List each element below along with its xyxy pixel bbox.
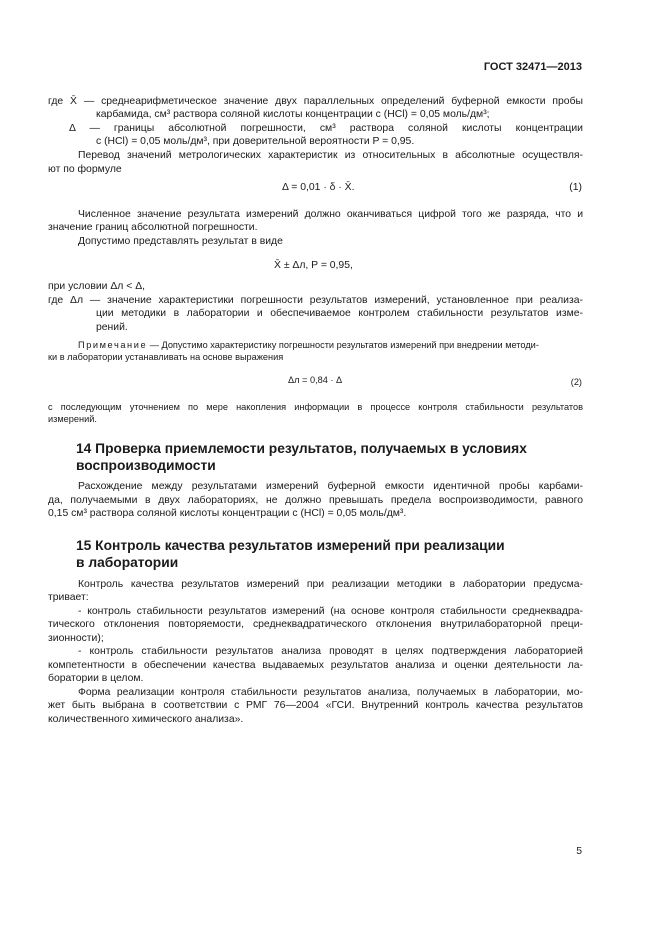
note-after-line-2: измерений. — [48, 414, 97, 424]
note-line-2: ки в лаборатории устанавливать на основе выражения — [48, 352, 284, 362]
condition-line: при условии Δл < Δ, — [48, 281, 146, 292]
note-after-line-1: с последующим уточнением по мере накопления информации в процессе контроля стабильности результатов — [48, 402, 583, 412]
formula-1-number: (1) — [569, 182, 582, 193]
where-line-3: Δ — границы абсолютной погрешности, см³ раствора соляной кислоты концентрации — [69, 123, 583, 134]
section-14-line-1: Расхождение между результатами измерений буферной емкости идентичной пробы карбами- — [78, 481, 583, 492]
section-15-p2-line-2: жет быть выбрана в соответствии с РМГ 76—2004 «ГСИ. Внутренний контроль качества результатов — [48, 700, 583, 711]
note-label: Примечание — [78, 340, 148, 350]
section-15-title-2: в лаборатории — [76, 555, 179, 570]
section-15-b1-line-2: тического отклонения повторяемости, среднеквадратического отклонения внутрилабораторной преци- — [48, 619, 583, 630]
where2-line-1: где Δл — значение характеристики погрешности результатов измерений, установленное при реализа- — [48, 295, 583, 306]
section-15-p1-line-2: тривает: — [48, 592, 89, 603]
section-15-title-1: 15 Контроль качества результатов измерений при реализации — [76, 538, 505, 553]
section-14-line-2: да, получаемыми в двух лабораториях, не должно превышать предела воспроизводимости, равного — [48, 495, 583, 506]
where-line-4: c (HCl) = 0,05 моль/дм³, при доверительной вероятности P = 0,95. — [96, 136, 415, 147]
formula-1: Δ = 0,01 · δ · X̄. — [282, 182, 355, 193]
section-15-b2-line-3: боратории в целом. — [48, 673, 144, 684]
formula-2-number: (2) — [570, 377, 582, 387]
result-expression: X̄ ± Δл, P = 0,95, — [274, 260, 353, 271]
formula-2: Δл = 0,84 · Δ — [288, 375, 343, 385]
document-code: ГОСТ 32471—2013 — [483, 61, 582, 73]
where-line-2: карбамида, см³ раствора соляной кислоты концентрации c (HCl) = 0,05 моль/дм³; — [96, 109, 490, 120]
section-15-p2-line-1: Форма реализации контроля стабильности результатов анализа, получаемых в лаборатории, мо- — [78, 687, 583, 698]
section-14-line-3: 0,15 см³ раствора соляной кислоты концентрации c (HCl) = 0,05 моль/дм³. — [48, 508, 407, 519]
section-15-p2-line-3: количественного химического анализа». — [48, 714, 244, 725]
section-15-b2-line-2: компетентности в обеспечении качества выдаваемых результатов анализа и оценки деятельности ла- — [48, 660, 583, 671]
section-15-b2-line-1: - контроль стабильности результатов анализа проводят в целях подтверждения лабораторией — [78, 646, 583, 657]
section-15-b1-line-1: - контроль стабильности результатов измерений (на основе контроля стабильности среднеквадра- — [78, 606, 583, 617]
rounding-line-1: Численное значение результата измерений должно оканчиваться цифрой того же разряда, что и — [78, 209, 583, 220]
where2-line-2: ции методики в лаборатории и обеспечиваемое контролем стабильности результатов изме- — [96, 308, 583, 319]
section-14-title-2: воспроизводимости — [76, 458, 216, 473]
transfer-line-2: ют по формуле — [48, 164, 122, 175]
section-15-b1-line-3: зионности); — [48, 633, 104, 644]
note-text: — Допустимо характеристику погрешности результатов измерений при внедрении методи- — [149, 340, 539, 350]
section-14-title-1: 14 Проверка приемлемости результатов, получаемых в условиях — [76, 441, 527, 456]
where-line-1: где X̄ — среднеарифметическое значение двух параллельных определений буферной емкости пробы — [48, 96, 583, 107]
section-15-p1-line-1: Контроль качества результатов измерений при реализации методики в лаборатории предусма- — [78, 579, 583, 590]
rounding-line-3: Допустимо представлять результат в виде — [78, 236, 283, 247]
page-number: 5 — [576, 846, 582, 857]
where2-line-3: рений. — [96, 322, 128, 333]
transfer-line-1: Перевод значений метрологических характеристик из относительных в абсолютные осуществля- — [78, 150, 583, 161]
rounding-line-2: значение границ абсолютной погрешности. — [48, 222, 258, 233]
